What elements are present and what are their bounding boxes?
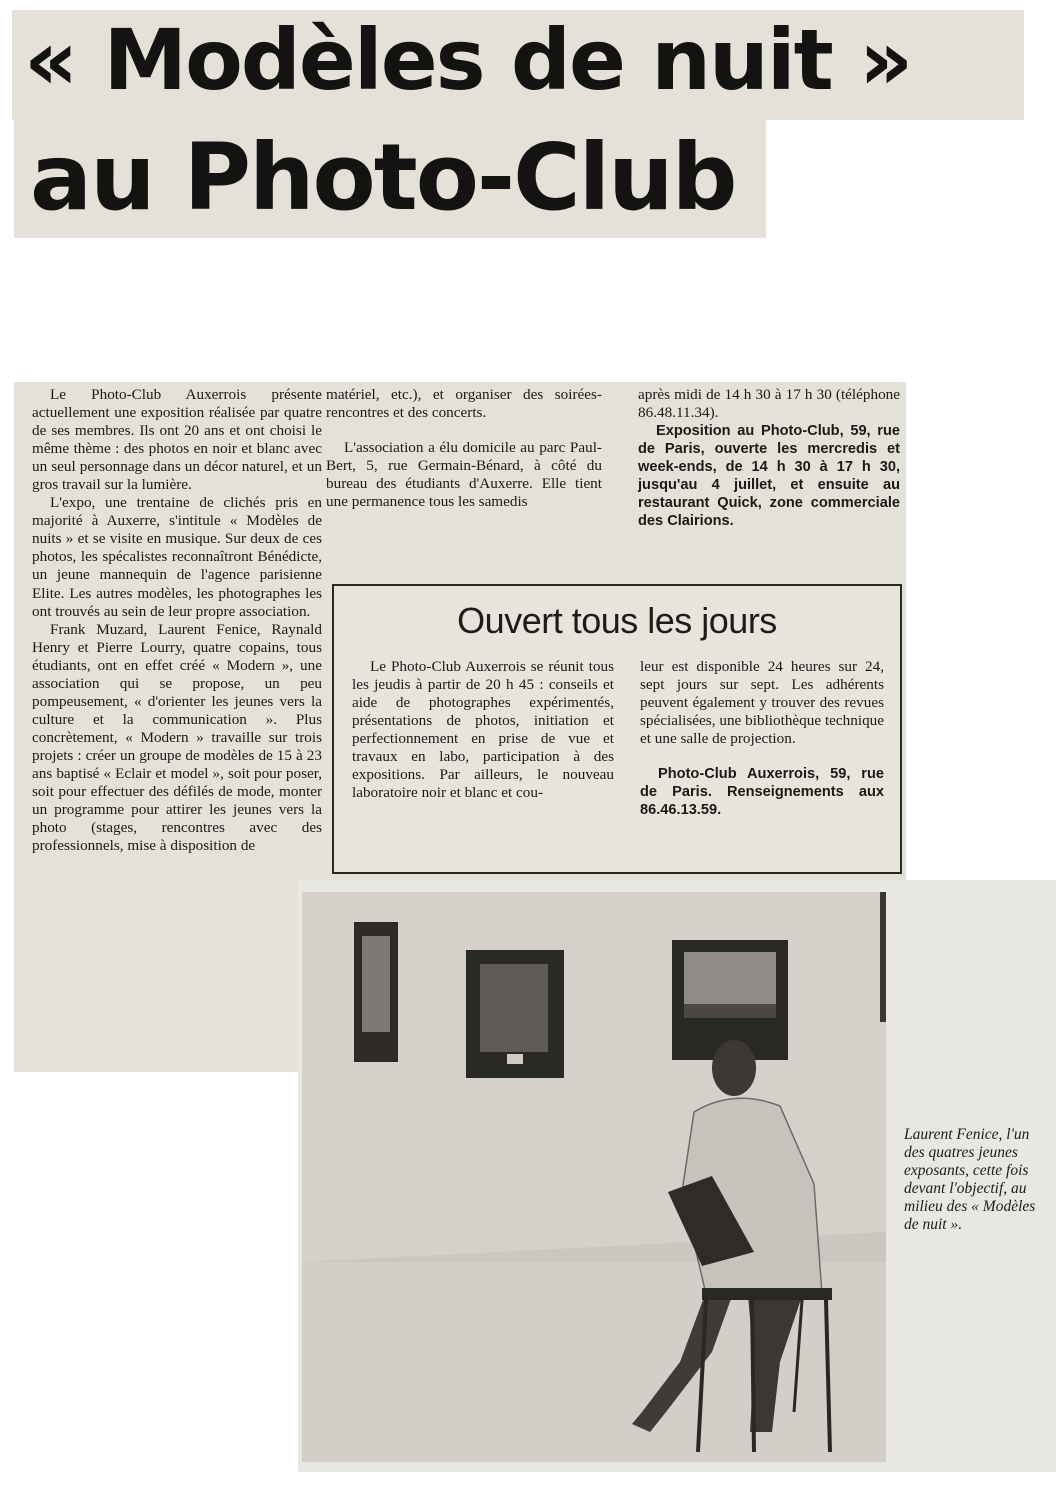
paragraph: Frank Muzard, Laurent Fenice, Raynald Henry et Pierre Lourry, quatre copains, tous étudiants, ont en effet créé « Modern », une association qui se propose, un peu pompeusement, « d'orienter les jeunes vers la culture et la communication ». Plus concrètement, « Modern » travaille sur trois projets : créer un groupe de modèles de 15 à 23 ans baptisé « Eclair et model », soit pour poser, soit pour effectuer des défilés de mode, monter un programme pour attirer les jeunes vers la photo (stages, rencontres avec des professionnels, mise à disposition de bbox=[32, 620, 322, 855]
headline-line-2: au Photo-Club bbox=[30, 124, 736, 231]
paragraph: L'association a élu domicile au parc Paul-Bert, 5, rue Germain-Bénard, à côté du bureau des étudiants d'Auxerre. Elle tient une permanence tous les samedis bbox=[326, 439, 602, 511]
info-box bbox=[332, 584, 902, 874]
club-contact: Photo-Club Auxerrois, 59, rue de Paris. Renseignements aux 86.46.13.59. bbox=[640, 766, 884, 819]
paragraph: leur est disponible 24 heures sur 24, sept jours sur sept. Les adhérents peuvent également y trouver des revues spécialisées, une bibliothèque technique et une salle de projection. bbox=[640, 658, 884, 748]
paragraph: matériel, etc.), et organiser des soirées-rencontres et des concerts. bbox=[326, 386, 602, 422]
article-column-1 bbox=[32, 386, 322, 855]
paragraph: L'expo, une trentaine de clichés pris en majorité à Auxerre, s'intitule « Modèles de nuits » et se visite en musique. Sur deux de ces photos, les spécalistes reconnaîtront Bénédicte, un jeune mannequin de l'agence parisienne Elite. Les autres modèles, les photographes les ont trouvés au sein de leur propre association. bbox=[32, 494, 322, 620]
paragraph: après midi de 14 h 30 à 17 h 30 (téléphone 86.48.11.34). bbox=[638, 386, 900, 422]
exhibition-photo bbox=[302, 892, 886, 1462]
article-column-2 bbox=[326, 386, 602, 511]
photo-scene bbox=[302, 892, 886, 1462]
info-box-column-1 bbox=[352, 658, 614, 802]
framed-photo-middle bbox=[466, 950, 564, 1078]
photo-clipping bbox=[298, 880, 1056, 1472]
framed-photo-left bbox=[354, 922, 398, 1062]
exhibition-info: Exposition au Photo-Club, 59, rue de Paris, ouverte les mercredis et week-ends, de 14 h 30 à 17 h 30, jusqu'au 4 juillet, et ensuite au restaurant Quick, zone commerciale des Clairions. bbox=[638, 423, 900, 530]
paragraph: Le Photo-Club Auxerrois se réunit tous les jeudis à partir de 20 h 45 : conseils et aide de photographes expérimentés, présentations de photos, initiation et perfectionnement en prise de vue et travaux en labo, participation à des expositions. Par ailleurs, le nouveau laboratoire noir et blanc et cou- bbox=[352, 658, 614, 802]
headline-strip-1 bbox=[12, 10, 1024, 120]
photo-caption: Laurent Fenice, l'un des quatres jeunes exposants, cette fois devant l'objectif, au milieu des « Modèles de nuit ». bbox=[904, 1126, 1036, 1233]
paragraph: Le Photo-Club Auxerrois présente actuellement une exposition réalisée par quatre de ses membres. Ils ont 20 ans et ont choisi le même thème : des photos en noir et blanc avec un seul personnage dans un décor naturel, et un gros travail sur la lumière. bbox=[32, 386, 322, 494]
info-box-title: Ouvert tous les jours bbox=[457, 600, 777, 641]
headline-strip-2 bbox=[14, 120, 766, 238]
article-column-3 bbox=[638, 386, 900, 530]
headline-line-1: « Modèles de nuit » bbox=[24, 11, 912, 109]
info-box-column-2 bbox=[640, 658, 884, 819]
